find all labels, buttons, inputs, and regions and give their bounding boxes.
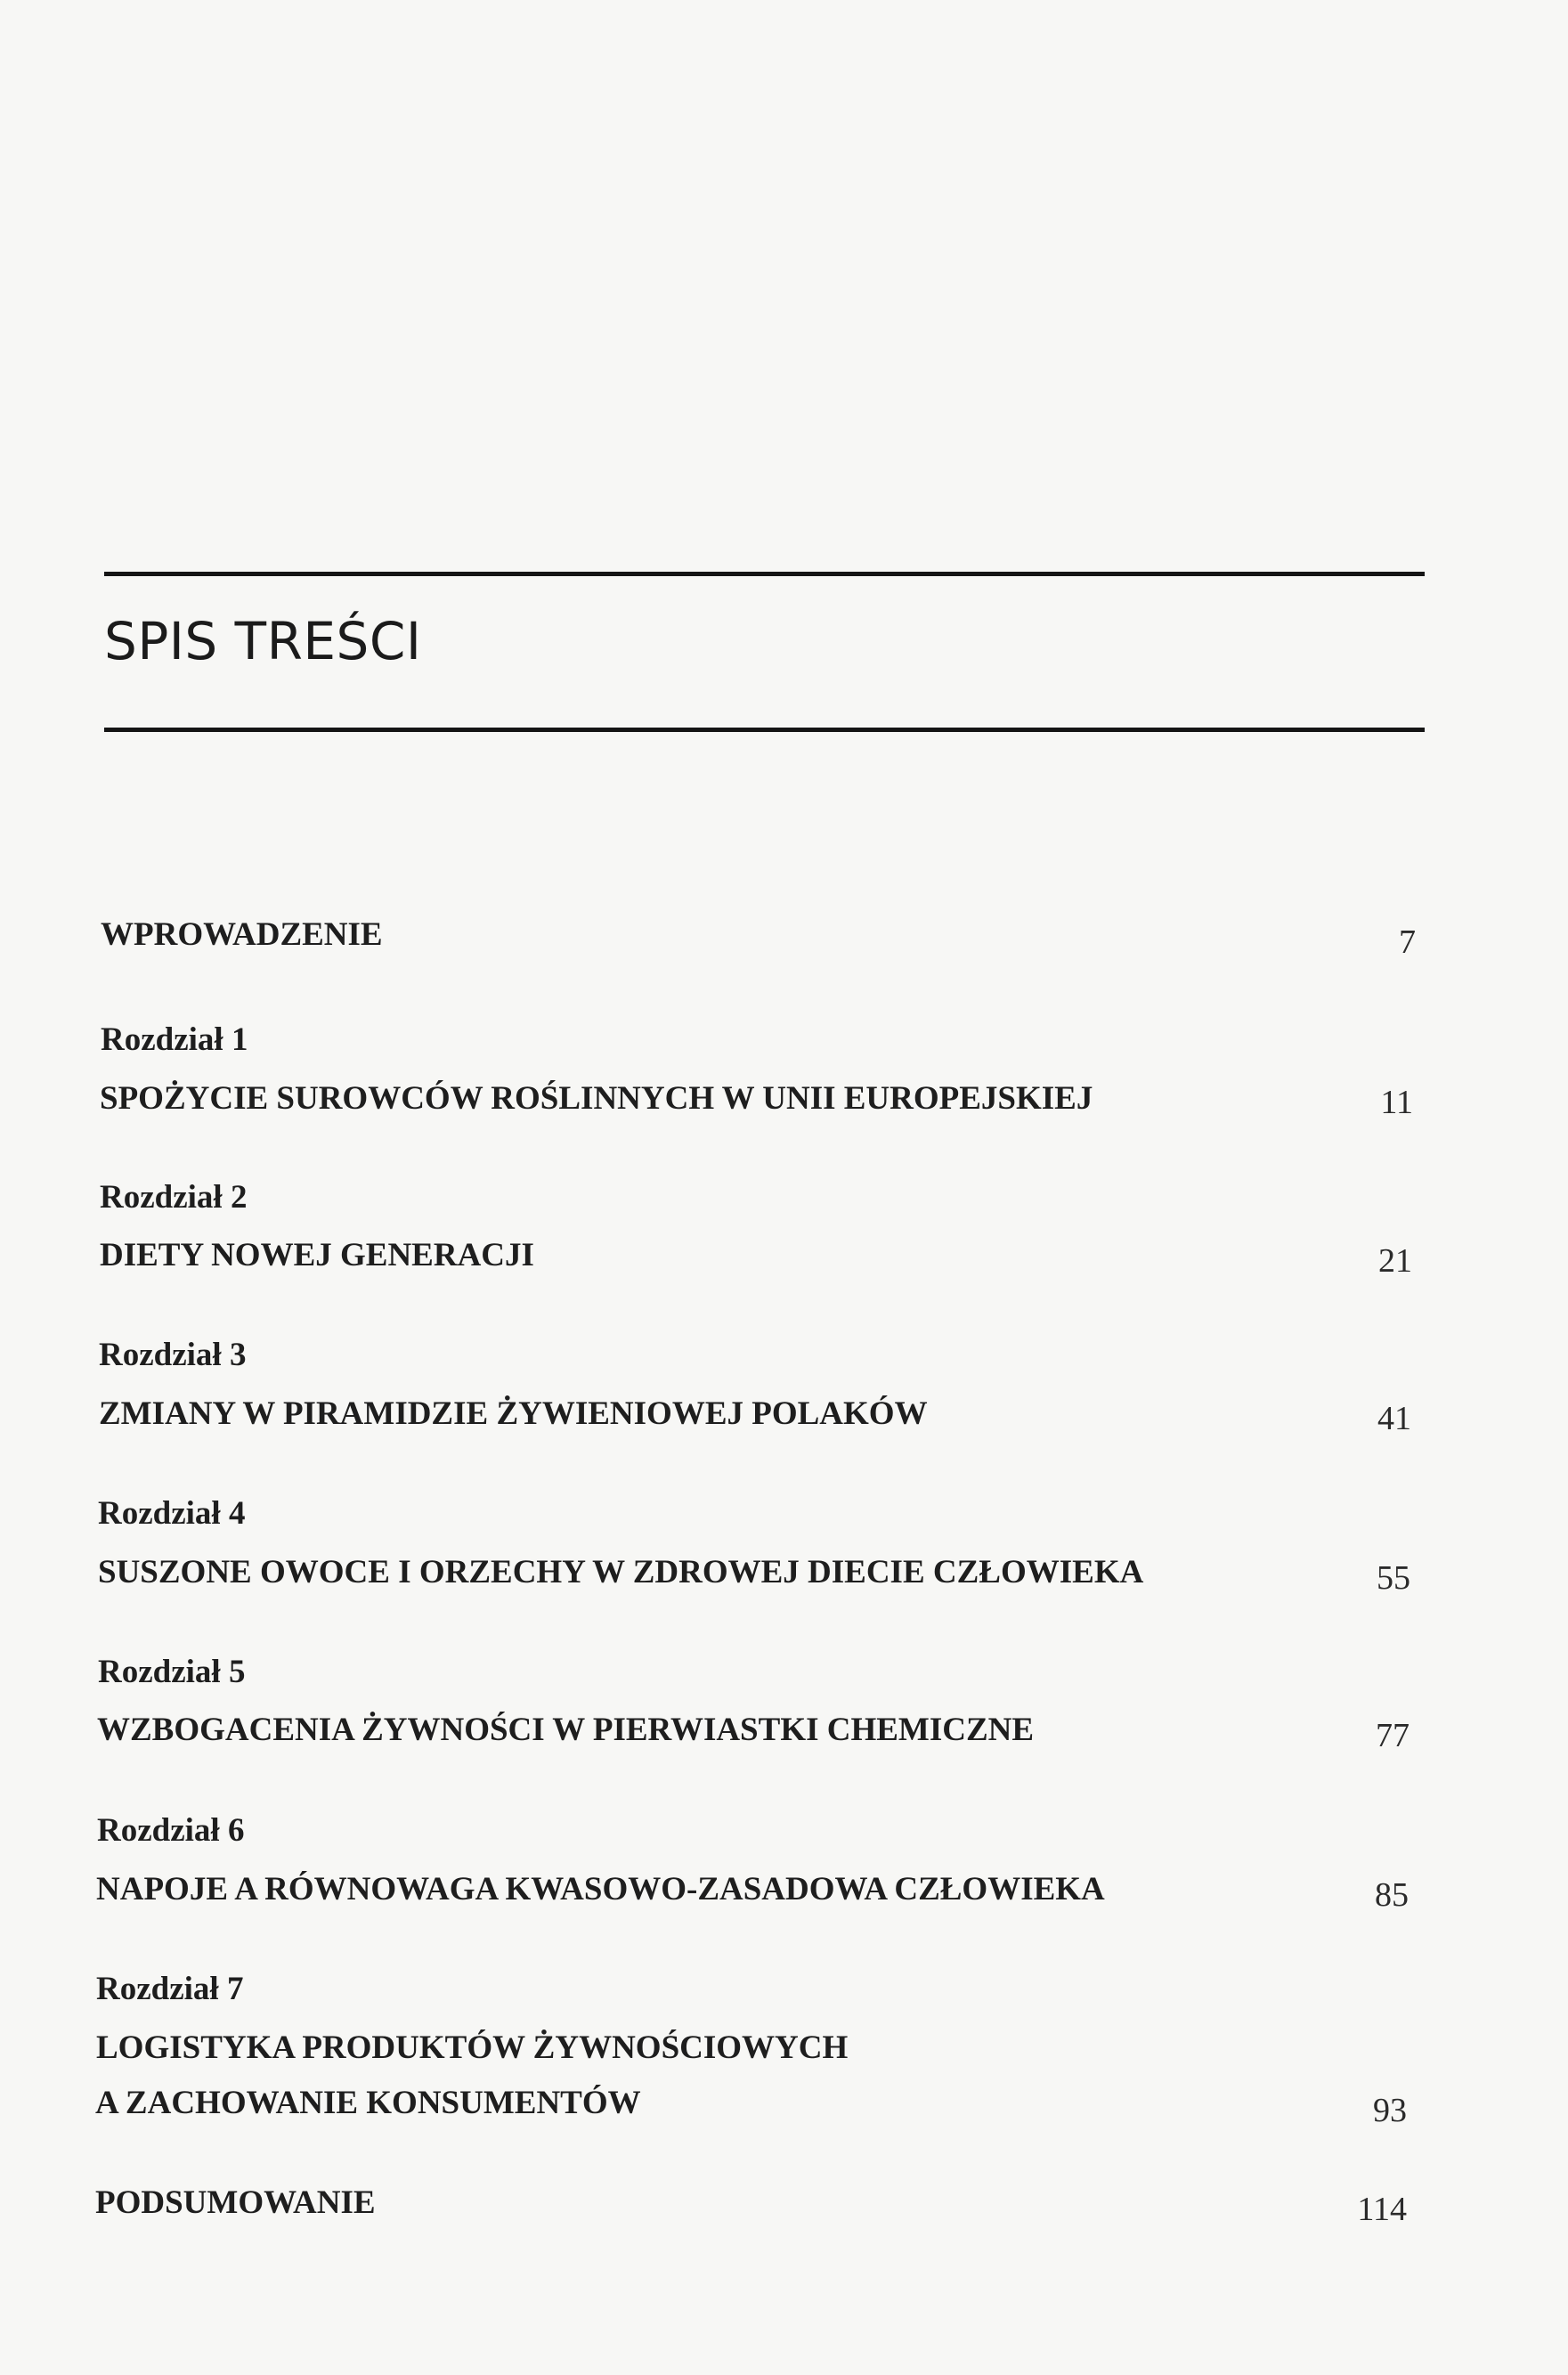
toc-entry-page-number: 93	[1373, 2092, 1407, 2129]
toc-entry-title: DIETY NOWEJ GENERACJI	[100, 1237, 534, 1273]
toc-entry-chapter-label: Rozdział 2	[100, 1179, 248, 1216]
toc-entry-chapter-label: Rozdział 1	[101, 1021, 248, 1058]
toc-entry-page-number: 41	[1377, 1400, 1411, 1437]
toc-entry-title: NAPOJE A RÓWNOWAGA KWASOWO-ZASADOWA CZŁOWIEKA	[96, 1871, 1105, 1907]
heading-rule-top	[104, 572, 1425, 576]
toc-entry-chapter-label: Rozdział 3	[99, 1337, 247, 1373]
toc-entry-page-number: 11	[1380, 1084, 1413, 1121]
toc-entry-title: WZBOGACENIA ŻYWNOŚCI W PIERWIASTKI CHEMICZNE	[97, 1712, 1035, 1748]
toc-entry-title-line-2: A ZACHOWANIE KONSUMENTÓW	[95, 2085, 641, 2121]
toc-entry-page-number: 21	[1378, 1242, 1412, 1280]
toc-entry-page-number: 55	[1377, 1559, 1410, 1597]
toc-entry-page-number: 77	[1376, 1717, 1410, 1754]
heading-rule-bottom	[104, 728, 1425, 732]
toc-entry-title: SUSZONE OWOCE I ORZECHY W ZDROWEJ DIECIE CZŁOWIEKA	[98, 1554, 1144, 1590]
toc-entry-chapter-label: Rozdział 7	[96, 1971, 244, 2007]
toc-entry-page-number: 114	[1357, 2191, 1407, 2228]
toc-entry-title: SPOŻYCIE SUROWCÓW ROŚLINNYCH W UNII EUROPEJSKIEJ	[100, 1080, 1093, 1117]
toc-entry-title: LOGISTYKA PRODUKTÓW ŻYWNOŚCIOWYCH	[96, 2029, 849, 2066]
page-title: SPIS TREŚCI	[104, 611, 422, 671]
toc-entry-chapter-label: Rozdział 6	[97, 1812, 245, 1849]
toc-entry-title: PODSUMOWANIE	[95, 2184, 376, 2221]
toc-entry-page-number: 7	[1399, 923, 1416, 961]
toc-entry-page-number: 85	[1375, 1876, 1409, 1914]
toc-entry-chapter-label: Rozdział 4	[98, 1495, 246, 1532]
toc-entry-chapter-label: Rozdział 5	[98, 1654, 246, 1690]
toc-entry-title: ZMIANY W PIRAMIDZIE ŻYWIENIOWEJ POLAKÓW	[99, 1395, 928, 1432]
toc-entry-title: WPROWADZENIE	[101, 916, 383, 953]
